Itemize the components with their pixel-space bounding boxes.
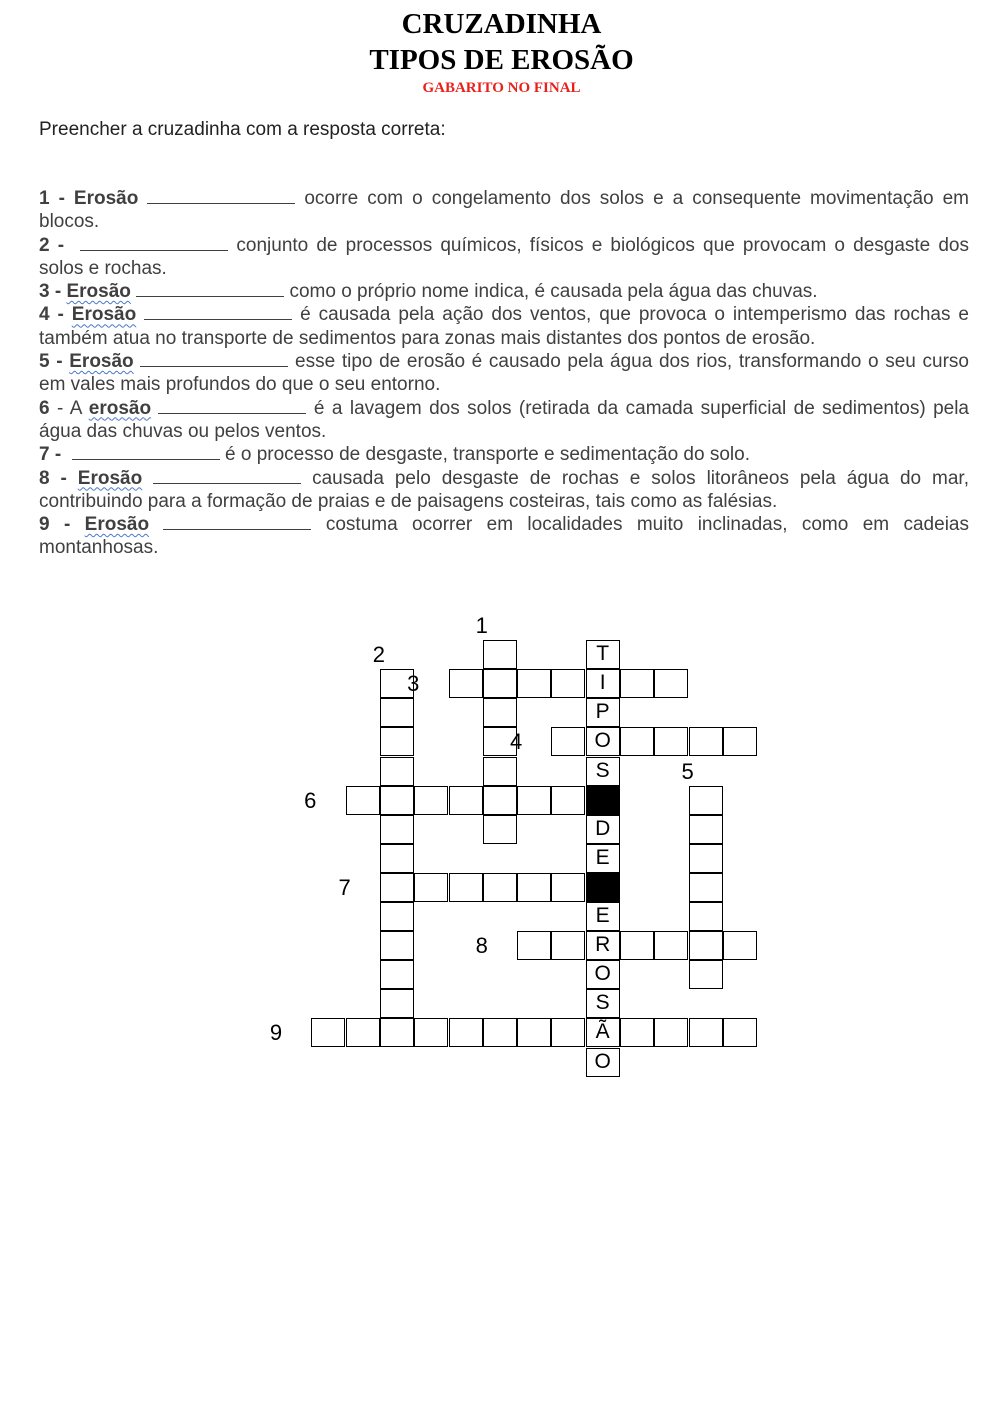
clue-label: 8 - bbox=[39, 467, 67, 489]
clue-label: 5 - bbox=[39, 351, 63, 373]
crossword-cell[interactable] bbox=[689, 815, 723, 844]
crossword-solution-letter[interactable]: I bbox=[586, 669, 620, 698]
crossword-cell[interactable] bbox=[449, 669, 483, 698]
crossword-cell[interactable] bbox=[483, 640, 517, 669]
answer-blank bbox=[72, 445, 220, 460]
crossword-cell[interactable] bbox=[517, 1018, 551, 1047]
answer-blank bbox=[140, 352, 288, 367]
clue-label: 2 - bbox=[39, 234, 65, 256]
crossword-cell[interactable] bbox=[483, 815, 517, 844]
clue-text: como o próprio nome indica, é causada pela água das chuvas. bbox=[284, 281, 818, 303]
crossword-cell[interactable] bbox=[517, 669, 551, 698]
answer-blank bbox=[153, 469, 301, 484]
crossword-clue-number: 3 bbox=[407, 671, 420, 697]
crossword-solution-letter[interactable]: O bbox=[586, 1048, 620, 1077]
crossword-cell[interactable] bbox=[517, 873, 551, 902]
crossword-cell[interactable] bbox=[517, 786, 551, 815]
crossword-black-cell bbox=[586, 786, 620, 815]
crossword-cell[interactable] bbox=[654, 1018, 688, 1047]
crossword-clue-number: 5 bbox=[681, 758, 694, 784]
crossword-clue-number: 4 bbox=[509, 729, 523, 755]
crossword-cell[interactable] bbox=[689, 786, 723, 815]
clue-4 bbox=[39, 303, 969, 350]
crossword-cell[interactable] bbox=[689, 960, 723, 989]
crossword-clue-number: 1 bbox=[475, 613, 488, 638]
clue-label: 1 - Erosão bbox=[39, 188, 139, 209]
crossword-cell[interactable] bbox=[483, 786, 517, 815]
answer-key-note: GABARITO NO FINAL bbox=[422, 80, 581, 96]
clue-text: causada pelo desgaste de rochas e solos litorâneos pela água do mar, contribuindo para a formação de praias e de paisagens costeiras, tais como as falésias. bbox=[39, 467, 969, 512]
crossword-solution-letter[interactable]: T bbox=[586, 640, 620, 669]
crossword-cell[interactable] bbox=[449, 873, 483, 902]
crossword-cell[interactable] bbox=[551, 727, 585, 756]
crossword-cell[interactable] bbox=[380, 989, 414, 1018]
clue-text: esse tipo de erosão é causado pela água dos rios, transformando o seu curso em vales mais profundos do que o seu entorno. bbox=[39, 351, 969, 396]
crossword-cell[interactable] bbox=[483, 698, 517, 727]
clue-label: 4 - bbox=[39, 304, 64, 326]
crossword-cell[interactable] bbox=[380, 902, 414, 931]
crossword-cell[interactable] bbox=[449, 786, 483, 815]
crossword-cell[interactable] bbox=[380, 786, 414, 815]
crossword-cell[interactable] bbox=[620, 931, 654, 960]
clue-word: Erosão bbox=[69, 351, 134, 373]
crossword-cell[interactable] bbox=[311, 1018, 345, 1047]
crossword-cell[interactable] bbox=[414, 1018, 448, 1047]
clue-label: 9 - bbox=[39, 514, 71, 536]
crossword-cell[interactable] bbox=[483, 669, 517, 698]
clue-3 bbox=[39, 280, 969, 303]
crossword-cell[interactable] bbox=[449, 1018, 483, 1047]
clue-6 bbox=[39, 397, 969, 444]
clue-text: é causada pela ação dos ventos, que provoca o intemperismo das rochas e também atua no transporte de sedimentos para zonas mais distantes dos pontos de erosão. bbox=[39, 304, 969, 349]
title-line-1: CRUZADINHA bbox=[401, 8, 602, 40]
crossword-cell[interactable] bbox=[723, 931, 757, 960]
crossword-cell[interactable] bbox=[689, 902, 723, 931]
clue-word: Erosão bbox=[77, 467, 143, 489]
clue-text: é a lavagem dos solos (retirada da camada superficial de sedimentos) pela água das chuvas ou pelos ventos. bbox=[39, 397, 970, 442]
crossword-solution-letter[interactable]: E bbox=[586, 902, 620, 931]
clue-list bbox=[39, 187, 969, 560]
crossword-cell[interactable] bbox=[380, 698, 414, 727]
answer-blank bbox=[158, 399, 306, 414]
crossword-clue-number: 6 bbox=[304, 787, 317, 813]
crossword-cell[interactable] bbox=[620, 1018, 654, 1047]
clue-label: 7 - bbox=[39, 444, 62, 466]
crossword-cell[interactable] bbox=[380, 757, 414, 786]
crossword-cell[interactable] bbox=[414, 873, 448, 902]
crossword-cell[interactable] bbox=[689, 727, 723, 756]
crossword-solution-letter[interactable]: Ã bbox=[586, 1018, 620, 1047]
crossword-clue-number: 7 bbox=[338, 874, 351, 900]
clue-text: ocorre com o congelamento dos solos e a consequente movimentação em blocos. bbox=[39, 188, 969, 233]
crossword-solution-letter[interactable]: S bbox=[586, 757, 620, 786]
crossword-cell[interactable] bbox=[380, 815, 414, 844]
crossword-cell[interactable] bbox=[689, 873, 723, 902]
crossword-cell[interactable] bbox=[380, 873, 414, 902]
crossword-cell[interactable] bbox=[483, 757, 517, 786]
clue-7 bbox=[39, 443, 969, 466]
clue-9 bbox=[39, 513, 969, 560]
crossword-cell[interactable] bbox=[551, 786, 585, 815]
title-line-2: TIPOS DE EROSÃO bbox=[369, 44, 634, 76]
crossword-black-cell bbox=[586, 873, 620, 902]
crossword-cell[interactable] bbox=[654, 727, 688, 756]
answer-blank bbox=[80, 236, 228, 251]
clue-word: Erosão bbox=[71, 304, 137, 326]
crossword-cell[interactable] bbox=[551, 669, 585, 698]
crossword-cell[interactable] bbox=[551, 873, 585, 902]
crossword-cell[interactable] bbox=[380, 931, 414, 960]
clue-word: erosão bbox=[88, 397, 152, 419]
crossword-cell[interactable] bbox=[483, 1018, 517, 1047]
crossword-cell[interactable] bbox=[551, 931, 585, 960]
crossword-cell[interactable] bbox=[380, 960, 414, 989]
crossword-cell[interactable] bbox=[380, 844, 414, 873]
crossword-solution-letter[interactable]: O bbox=[586, 727, 620, 756]
clue-word: Erosão bbox=[66, 281, 131, 303]
clue-1 bbox=[39, 187, 969, 234]
crossword-clue-number: 8 bbox=[475, 933, 488, 959]
clue-label: 6 bbox=[39, 397, 50, 419]
clue-2 bbox=[39, 234, 969, 281]
crossword-cell[interactable] bbox=[654, 931, 688, 960]
clue-text: conjunto de processos químicos, físicos e biológicos que provocam o desgaste dos solos e rochas. bbox=[39, 234, 969, 279]
crossword-solution-letter[interactable]: S bbox=[586, 989, 620, 1018]
crossword-cell[interactable] bbox=[723, 1018, 757, 1047]
clue-text: é o processo de desgaste, transporte e sedimentação do solo. bbox=[219, 444, 750, 466]
clue-word: Erosão bbox=[84, 514, 150, 536]
answer-blank bbox=[144, 305, 292, 320]
crossword-solution-letter[interactable]: D bbox=[586, 815, 620, 844]
clue-8 bbox=[39, 467, 969, 514]
crossword-cell[interactable] bbox=[517, 931, 551, 960]
crossword-cell[interactable] bbox=[620, 669, 654, 698]
clue-prefix: - A bbox=[49, 397, 82, 419]
crossword-solution-letter[interactable]: R bbox=[586, 931, 620, 960]
crossword-cell[interactable] bbox=[414, 786, 448, 815]
instructions: Preencher a cruzadinha com a resposta correta: bbox=[39, 119, 446, 140]
crossword-cell[interactable] bbox=[689, 931, 723, 960]
crossword-cell[interactable] bbox=[380, 1018, 414, 1047]
crossword-clue-number: 2 bbox=[372, 642, 386, 668]
crossword-cell[interactable] bbox=[483, 873, 517, 902]
crossword-cell[interactable] bbox=[346, 1018, 380, 1047]
crossword-solution-letter[interactable]: E bbox=[586, 844, 620, 873]
crossword-cell[interactable] bbox=[689, 844, 723, 873]
crossword-solution-letter[interactable]: O bbox=[586, 960, 620, 989]
crossword-cell[interactable] bbox=[551, 1018, 585, 1047]
answer-blank bbox=[136, 282, 284, 297]
clue-text: costuma ocorrer em localidades muito inclinadas, como em cadeias montanhosas. bbox=[39, 514, 969, 559]
crossword-solution-letter[interactable]: P bbox=[586, 698, 620, 727]
clue-label: 3 - bbox=[39, 281, 62, 303]
crossword-cell[interactable] bbox=[620, 727, 654, 756]
crossword-cell[interactable] bbox=[723, 727, 757, 756]
crossword-clue-number: 9 bbox=[269, 1020, 283, 1046]
crossword-cell[interactable] bbox=[346, 786, 380, 815]
answer-blank bbox=[163, 515, 311, 530]
crossword-cell[interactable] bbox=[380, 727, 414, 756]
clue-5 bbox=[39, 350, 969, 397]
crossword-cell[interactable] bbox=[654, 669, 688, 698]
crossword-cell[interactable] bbox=[689, 1018, 723, 1047]
answer-blank bbox=[147, 189, 295, 204]
